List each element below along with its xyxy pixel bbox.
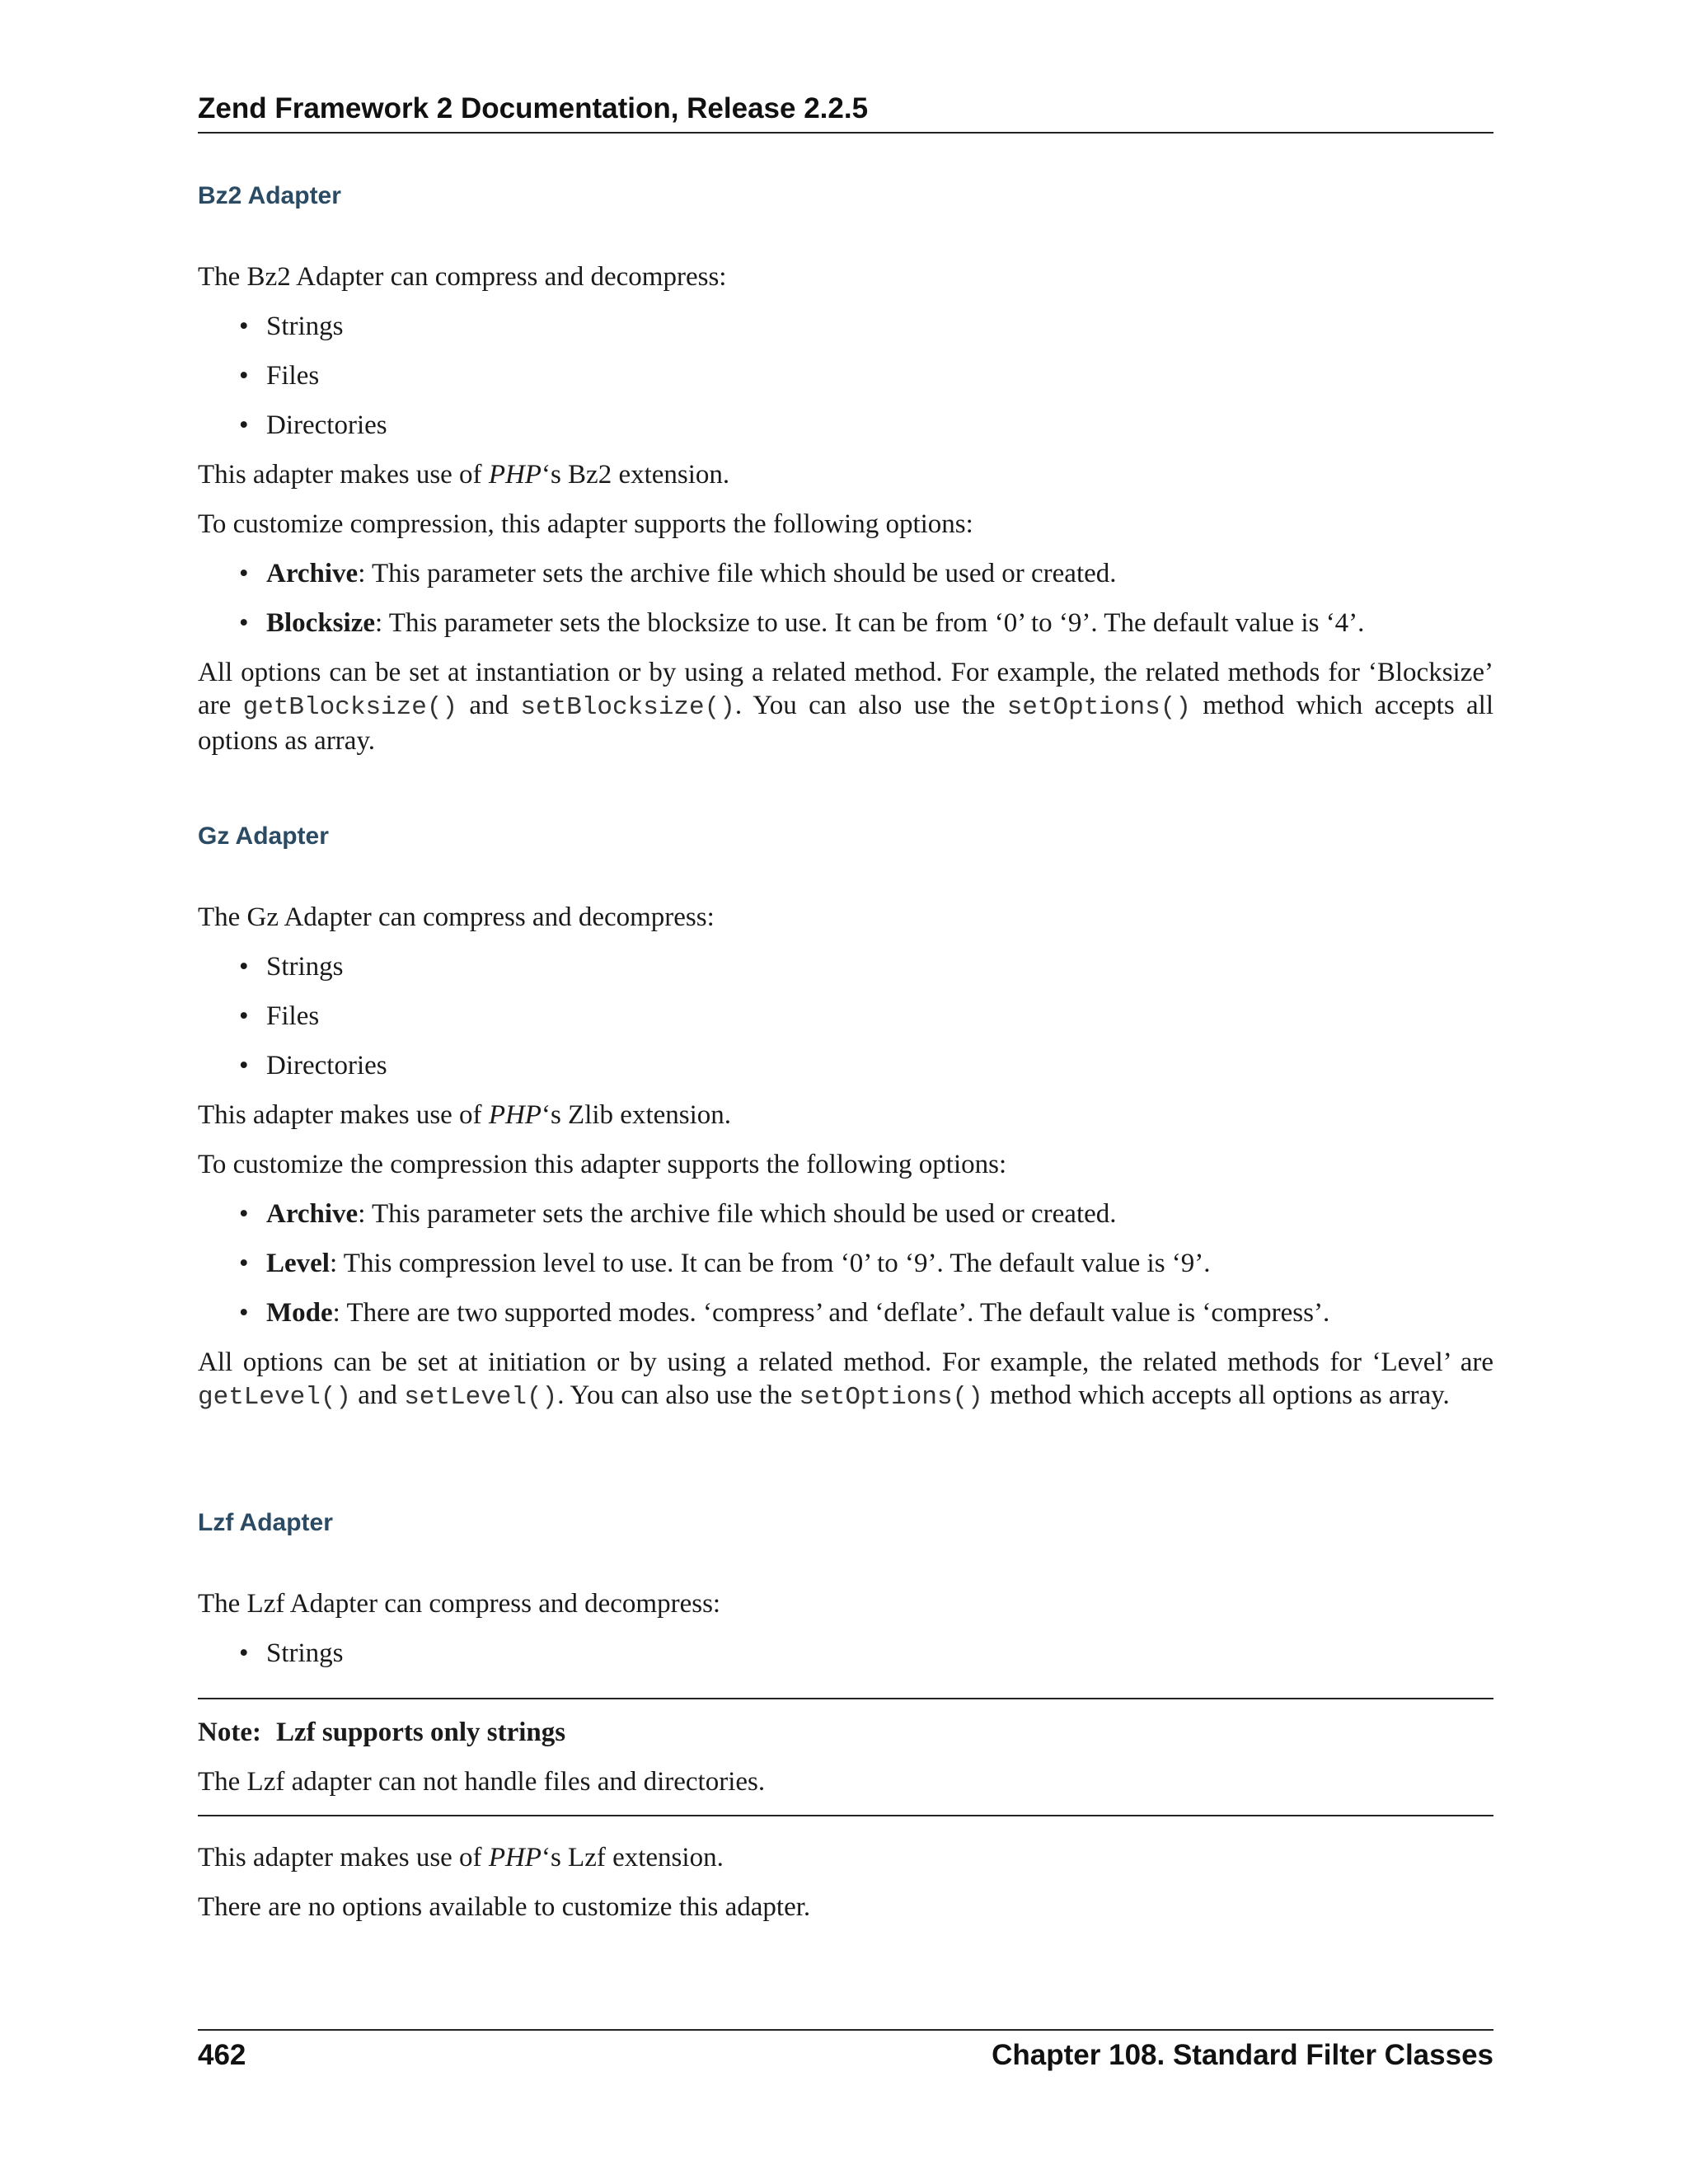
bz2-closing-paragraph (198, 656, 1493, 757)
option-description: : This compression level to use. It can be from ‘0’ to ‘9’. The default value is ‘9’. (329, 1249, 1211, 1278)
list-item: • Strings (266, 1637, 1493, 1670)
chapter-title: Chapter 108. Standard Filter Classes (992, 2039, 1493, 2071)
text-run: and (351, 1380, 405, 1410)
text-run: All options can be set at instantiation or by using a related method. For example, the related methods for ‘Blocksize’ are (198, 658, 1493, 720)
option-name: Archive (266, 1199, 359, 1229)
section-heading-lzf: Lzf Adapter (198, 1509, 333, 1536)
lzf-intro: The Lzf Adapter can compress and decompress: (198, 1589, 721, 1619)
code-set-options: setOptions() (799, 1383, 983, 1412)
list-item: • Files (266, 1000, 1493, 1033)
running-header: Zend Framework 2 Documentation, Release 2.2.5 (198, 91, 1493, 134)
bz2-intro: The Bz2 Adapter can compress and decompress: (198, 262, 727, 292)
text-run: This adapter makes use of (198, 1100, 489, 1130)
code-get-level: getLevel() (198, 1383, 352, 1412)
text-run: ‘s Bz2 extension. (541, 460, 730, 490)
page-number: 462 (198, 2039, 246, 2071)
lzf-extension-note (198, 1841, 1493, 1874)
note-heading: Lzf supports only strings (275, 1718, 566, 1747)
code-set-blocksize: setBlocksize() (520, 693, 735, 722)
code-set-options: setOptions() (1006, 693, 1191, 722)
bz2-options-list (198, 557, 1493, 640)
note-body: The Lzf adapter can not handle files and directories. (198, 1767, 766, 1797)
gz-options-intro: To customize the compression this adapter supports the following options: (198, 1150, 1007, 1179)
note-title (198, 1716, 1493, 1749)
text-run: . You can also use the (557, 1380, 799, 1410)
php-term: PHP (488, 460, 542, 490)
bz2-capabilities-list (198, 310, 1493, 442)
gz-intro: The Gz Adapter can compress and decompress: (198, 902, 715, 932)
section-heading-bz2: Bz2 Adapter (198, 182, 341, 209)
code-get-blocksize: getBlocksize() (242, 693, 458, 722)
list-item: • Files (266, 359, 1493, 392)
gz-closing-paragraph (198, 1346, 1493, 1414)
option-description: : This parameter sets the archive file which should be used or created. (358, 1199, 1117, 1229)
text-run: ‘s Zlib extension. (541, 1100, 732, 1130)
php-term: PHP (488, 1100, 542, 1130)
option-description: : There are two supported modes. ‘compress’ and ‘deflate’. The default value is ‘compress’. (332, 1298, 1330, 1328)
option-name: Archive (266, 559, 359, 588)
note-label: Note: (198, 1718, 261, 1747)
lzf-capabilities-list (198, 1637, 1493, 1670)
text-run: method which accepts all options as array. (982, 1380, 1450, 1410)
option-item (266, 607, 1493, 640)
text-run: This adapter makes use of (198, 1843, 489, 1872)
running-footer (198, 2029, 1493, 2074)
option-name: Level (266, 1249, 330, 1278)
bz2-options-intro: To customize compression, this adapter supports the following options: (198, 509, 973, 539)
list-item: • Strings (266, 310, 1493, 343)
php-term: PHP (488, 1843, 542, 1872)
text-run: method which accepts all options as array. (198, 691, 1493, 756)
list-item: • Strings (266, 950, 1493, 983)
text-run: ‘s Lzf extension. (541, 1843, 724, 1872)
gz-options-list (198, 1197, 1493, 1329)
option-item (266, 557, 1493, 590)
section-lzf-adapter (198, 1507, 1493, 1924)
document-page (198, 91, 1493, 2135)
text-run: . You can also use the (734, 691, 1007, 720)
text-run: and (457, 691, 521, 720)
option-item (266, 1296, 1493, 1329)
option-description: : This parameter sets the archive file which should be used or created. (358, 559, 1117, 588)
option-item (266, 1197, 1493, 1230)
option-description: : This parameter sets the blocksize to use. It can be from ‘0’ to ‘9’. The default value is ‘4’. (374, 608, 1365, 638)
list-item: • Directories (266, 409, 1493, 442)
bz2-extension-note (198, 458, 1493, 491)
code-set-level: setLevel() (404, 1383, 558, 1412)
section-gz-adapter (198, 820, 1493, 1414)
gz-capabilities-list (198, 950, 1493, 1082)
section-heading-gz: Gz Adapter (198, 823, 329, 850)
text-run: This adapter makes use of (198, 460, 489, 490)
text-run: All options can be set at initiation or by using a related method. For example, the related methods for ‘Level’ are (198, 1347, 1493, 1377)
lzf-no-options: There are no options available to customize this adapter. (198, 1892, 811, 1922)
option-name: Mode (266, 1298, 333, 1328)
list-item: • Directories (266, 1049, 1493, 1082)
section-bz2-adapter (198, 180, 1493, 757)
option-item (266, 1247, 1493, 1280)
note-box (198, 1698, 1493, 1816)
gz-extension-note (198, 1099, 1493, 1132)
option-name: Blocksize (266, 608, 375, 638)
